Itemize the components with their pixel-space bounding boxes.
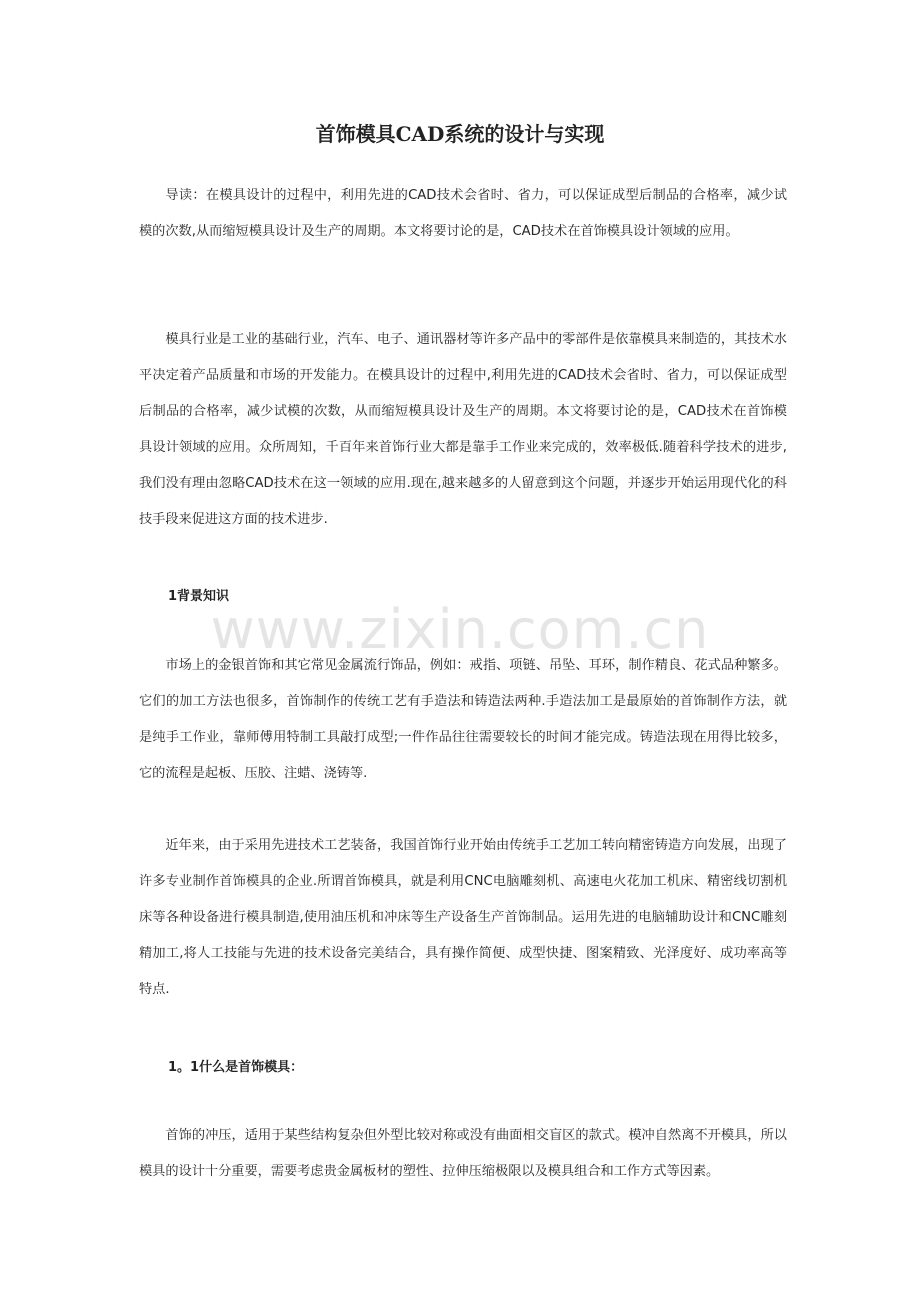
body-paragraph-1: 模具行业是工业的基础行业，汽车、电子、通讯器材等许多产品中的零部件是依靠模具来制造的，其技术水平决定着产品质量和市场的开发能力。在模具设计的过程中,利用先进的CAD技术会省时、省力，可以保证成型后制品的合格率，减少试模的次数，从而缩短模具设计及生产的周期。本文将要讨论的是，CAD技术在首饰模具设计领域的应用。众所周知，千百年来首饰行业大都是靠手工作业来完成的，效率极低.随着科学技术的进步,我们没有理由忽略CAD技术在这一领域的应用.现在,越来越多的人留意到这个问题，并逐步开始运用现代化的科技手段来促进这方面的技术进步. (139, 332, 787, 527)
body-paragraph-4: 首饰的冲压，适用于某些结构复杂但外型比较对称或没有曲面相交盲区的款式。模冲自然离不开模具，所以模具的设计十分重要，需要考虑贵金属板材的塑性、拉伸压缩极限以及模具组合和工作方式等因素。 (139, 1128, 787, 1179)
section-heading-1-1: 1。1什么是首饰模具： (168, 1060, 304, 1075)
watermark: www.zixin.com.cn (210, 598, 710, 661)
document-title: 首饰模具CAD系统的设计与实现 (315, 122, 605, 146)
section-heading-1: 1背景知识 (168, 589, 230, 604)
body-paragraph-2: 市场上的金银首饰和其它常见金属流行饰品，例如：戒指、项链、吊坠、耳环，制作精良、花式品种繁多。它们的加工方法也很多，首饰制作的传统工艺有手造法和铸造法两种.手造法加工是最原始的首饰制作方法，就是纯手工作业，靠师傅用特制工具敲打成型;一件作品往往需要较长的时间才能完成。铸造法现在用得比较多，它的流程是起板、压胶、注蜡、浇铸等. (139, 658, 787, 781)
intro-paragraph: 导读：在模具设计的过程中，利用先进的CAD技术会省时、省力，可以保证成型后制品的合格率，减少试模的次数,从而缩短模具设计及生产的周期。本文将要讨论的是，CAD技术在首饰模具设计领域的应用。 (139, 188, 787, 239)
body-paragraph-3: 近年来，由于采用先进技术工艺装备，我国首饰行业开始由传统手工艺加工转向精密铸造方向发展，出现了许多专业制作首饰模具的企业.所谓首饰模具，就是利用CNC电脑雕刻机、高速电火花加工机床、精密线切割机床等各种设备进行模具制造,使用油压机和冲床等生产设备生产首饰制品。运用先进的电脑辅助设计和CNC雕刻精加工,将人工技能与先进的技术设备完美结合，具有操作简便、成型快捷、图案精致、光泽度好、成功率高等特点. (139, 838, 787, 997)
